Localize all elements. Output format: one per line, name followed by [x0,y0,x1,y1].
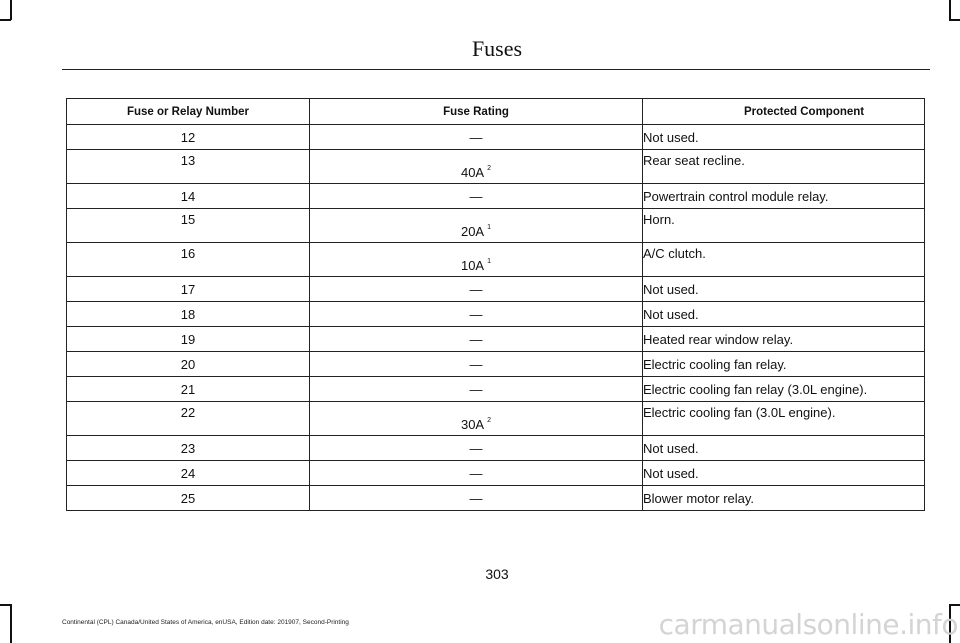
fuse-rating-cell [310,243,643,277]
fuse-table [66,98,925,511]
table-row [67,125,925,150]
fuse-rating-cell [310,352,643,377]
crop-mark [10,604,12,643]
fuse-rating-cell [310,150,643,184]
crop-mark [10,0,12,20]
crop-mark [949,19,960,21]
table-row [67,486,925,511]
fuse-number-cell: 12 [67,125,310,150]
fuse-number-cell: 16 [67,243,310,277]
fuse-rating-value: — [469,440,483,456]
protected-component-cell: Powertrain control module relay. [643,184,925,209]
fuse-rating-cell [310,209,643,243]
column-header-component: Protected Component [643,99,925,125]
footnote-marker: 1 [487,224,492,231]
fuse-rating-value: — [469,129,483,145]
protected-component-cell: Electric cooling fan relay (3.0L engine). [643,377,925,402]
title-rule [62,69,930,70]
crop-mark [0,19,11,21]
fuse-rating-cell [310,125,643,150]
fuse-number-cell: 15 [67,209,310,243]
protected-component-cell: Horn. [643,209,925,243]
table-row [67,436,925,461]
footnote-marker: 2 [487,165,492,172]
fuse-number-cell: 21 [67,377,310,402]
protected-component-cell: Heated rear window relay. [643,327,925,352]
protected-component-cell: Not used. [643,277,925,302]
table-row [67,402,925,436]
table-row [67,209,925,243]
footnote-marker: 2 [487,417,492,424]
fuse-number-cell: 19 [67,327,310,352]
fuse-rating-value: — [469,465,483,481]
fuse-number-cell: 17 [67,277,310,302]
fuse-rating-cell [310,327,643,352]
fuse-rating-value: — [469,331,483,347]
fuse-rating-cell [310,486,643,511]
table-row [67,327,925,352]
fuse-rating-cell [310,377,643,402]
table-row [67,184,925,209]
fuse-rating-value: — [469,381,483,397]
fuse-number-cell: 18 [67,302,310,327]
fuse-number-cell: 25 [67,486,310,511]
table-row [67,352,925,377]
page-number: 303 [485,566,509,582]
column-header-rating: Fuse Rating [310,99,643,125]
protected-component-cell: Rear seat recline. [643,150,925,184]
protected-component-cell: Not used. [643,302,925,327]
protected-component-cell: Electric cooling fan (3.0L engine). [643,402,925,436]
fuse-rating-value: 10A [460,258,485,273]
table-row [67,461,925,486]
table-row [67,377,925,402]
fuse-number-cell: 14 [67,184,310,209]
protected-component-cell: Not used. [643,461,925,486]
table-row [67,302,925,327]
protected-component-cell: A/C clutch. [643,243,925,277]
table-row [67,243,925,277]
protected-component-cell: Not used. [643,436,925,461]
fuse-number-cell: 23 [67,436,310,461]
fuse-rating-cell [310,461,643,486]
fuse-rating-value: — [469,490,483,506]
fuse-rating-value: 30A [460,417,485,432]
edition-footer: Continental (CPL) Canada/United States of America, enUSA, Edition date: 201907, Second-Printing [62,619,349,626]
fuse-rating-cell [310,302,643,327]
fuse-rating-value: — [469,356,483,372]
protected-component-cell: Blower motor relay. [643,486,925,511]
crop-mark [949,0,951,20]
fuse-rating-cell [310,184,643,209]
fuse-rating-cell [310,402,643,436]
column-header-number: Fuse or Relay Number [67,99,310,125]
crop-mark [0,604,11,606]
fuse-rating-value: 40A [460,165,485,180]
fuse-rating-value: — [469,188,483,204]
fuse-number-cell: 13 [67,150,310,184]
footnote-marker: 1 [487,258,492,265]
fuse-rating-value: — [469,306,483,322]
fuse-rating-cell [310,277,643,302]
table-header-row [67,99,925,125]
fuse-rating-value: 20A [460,224,485,239]
watermark: carmanualsonline.info [658,608,958,641]
fuse-rating-value: — [469,281,483,297]
protected-component-cell: Not used. [643,125,925,150]
fuse-number-cell: 20 [67,352,310,377]
table-row [67,150,925,184]
fuse-number-cell: 22 [67,402,310,436]
fuse-number-cell: 24 [67,461,310,486]
protected-component-cell: Electric cooling fan relay. [643,352,925,377]
page-title: Fuses [471,36,523,61]
crop-mark [949,604,960,606]
fuse-rating-cell [310,436,643,461]
table-row [67,277,925,302]
